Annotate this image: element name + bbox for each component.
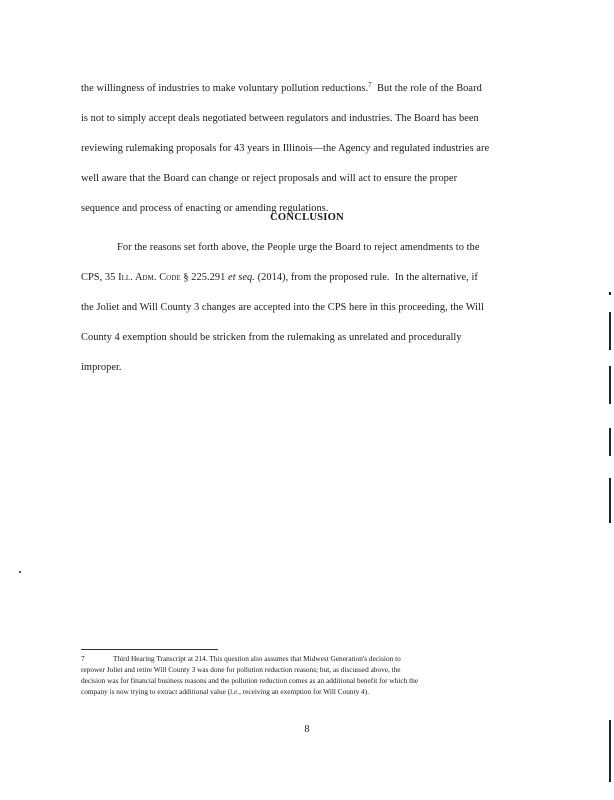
footnote-line: repower Joliet and retire Will County 3 was done for pollution reduction reasons; but, as discussed above, the [81, 665, 401, 674]
footnote-reference: 7 [368, 81, 372, 89]
section-heading-conclusion: CONCLUSION [270, 212, 344, 223]
footnote-line: decision was for financial business reasons and the pollution reduction comes as an additional benefit for which the [81, 676, 418, 685]
paragraph-line: County 4 exemption should be stricken from the rulemaking as unrelated and procedurally [81, 332, 462, 343]
scan-artifact-mark [609, 720, 611, 782]
footnote-line: company is now trying to extract additional value (i.e., receiving an exemption for Will County 4). [81, 687, 369, 696]
scan-artifact-dot [19, 571, 21, 573]
scan-artifact-mark [609, 312, 611, 350]
footnote-number: 7 [81, 654, 85, 663]
paragraph-line: the Joliet and Will County 3 changes are accepted into the CPS here in this proceeding, the Will [81, 302, 484, 313]
paragraph-line: For the reasons set forth above, the People urge the Board to reject amendments to the [117, 242, 480, 253]
scan-artifact-mark [609, 428, 611, 456]
scan-artifact-mark [609, 292, 611, 295]
paragraph-line: CPS, 35 Ill. Adm. Code § 225.291 et seq. (2014), from the proposed rule. In the alternative, if [81, 272, 478, 283]
footnote-line: 7 Third Hearing Transcript at 214. This question also assumes that Midwest Generation's decision to [81, 654, 401, 663]
paragraph-line: the willingness of industries to make voluntary pollution reductions.$^7$ But the role of the Board [81, 81, 482, 94]
paragraph-line: sequence and process of enacting or amending regulations. [81, 203, 329, 214]
scan-artifact-mark [609, 478, 611, 523]
code-citation: Ill. Adm. Code [118, 272, 181, 283]
paragraph-board-role [81, 74, 533, 224]
paragraph-line: reviewing rulemaking proposals for 43 years in Illinois—the Agency and regulated industries are [81, 143, 490, 154]
footnote [81, 653, 533, 697]
paragraph-line: improper. [81, 362, 122, 373]
paragraph-conclusion [81, 233, 533, 383]
page-number: 8 [304, 724, 310, 735]
scan-artifact-mark [609, 366, 611, 404]
et-seq-italic: et seq. [228, 272, 255, 283]
paragraph-line: is not to simply accept deals negotiated between regulators and industries. The Board has been [81, 113, 479, 124]
paragraph-line: well aware that the Board can change or reject proposals and will act to ensure the proper [81, 173, 458, 184]
footnote-divider [81, 649, 218, 650]
